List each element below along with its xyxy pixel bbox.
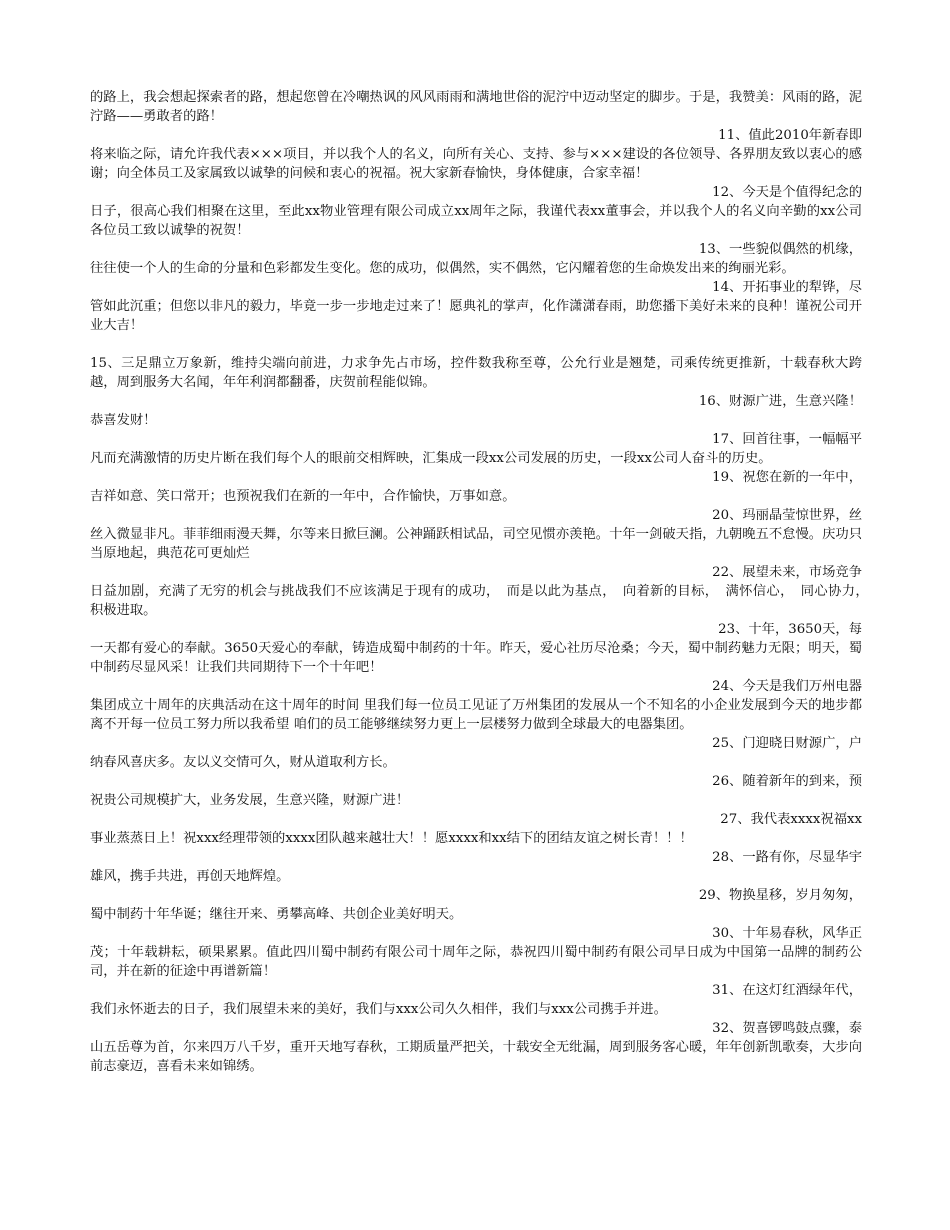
paragraph-lead: 20、玛丽晶莹惊世界，丝 (712, 508, 862, 523)
paragraph-lead: 22、展望未来，市场竞争 (712, 565, 862, 580)
paragraph-text: 恭喜发财！ (90, 413, 157, 428)
paragraph-text: 蜀中制药十年华诞；继往开来、勇攀高峰、共创企业美好明天。 (90, 907, 463, 922)
paragraph-text: 丝入微显非凡。菲菲细雨漫天舞，尔等来日掀巨澜。公神踊跃相试品，司空见惯亦羡艳。十年一剑破天指，九朝晚五不怠慢。庆功只当原地起，典范花可更灿烂 (90, 527, 862, 561)
paragraph-text: 祝贵公司规模扩大，业务发展，生意兴隆，财源广进！ (90, 793, 410, 808)
paragraph-text: 集团成立十周年的庆典活动在这十周年的时间 里我们每一位员工见证了万州集团的发展从一个不知名的小企业发展到今天的地步都离不开每一位员工努力所以我希望 咱们的员工能够继续努力更上一层楼努力做到全球最大的电器集团。 (90, 698, 862, 732)
paragraph-text: 往往使一个人的生命的分量和色彩都发生变化。您的成功，似偶然，实不偶然，它闪耀着您的生命焕发出来的绚丽光彩。 (90, 261, 795, 276)
paragraph-text: 凡而充满激情的历史片断在我们每个人的眼前交相辉映，汇集成一段xx公司发展的历史，一段xx公司人奋斗的历史。 (90, 451, 772, 466)
paragraph-text: 我们永怀逝去的日子，我们展望未来的美好，我们与xxx公司久久相伴，我们与xxx公司携手并进。 (90, 1002, 667, 1017)
paragraph (90, 981, 862, 1019)
paragraph-text: 吉祥如意、笑口常开；也预祝我们在新的一年中，合作愉快，万事如意。 (90, 489, 516, 504)
paragraph (90, 126, 862, 183)
paragraph-text: 15、三足鼎立万象新，维持尖端向前进，力求争先占市场，控件数我称至尊，公允行业是翘楚，司乘传统更推新，十载春秋大跨越，周到服务大名闻，年年利润都翻番，庆贺前程能似锦。 (90, 356, 862, 390)
blank-line (90, 335, 862, 354)
paragraph-lead: 25、门迎晓日财源广，户 (712, 736, 862, 751)
paragraph-text: 雄风，携手共进，再创天地辉煌。 (90, 869, 290, 884)
paragraph (90, 563, 876, 620)
paragraph-lead: 17、回首往事，一幅幅平 (712, 432, 862, 447)
paragraph-text: 日益加剧，充满了无穷的机会与挑战我们不应该满足于现有的成功， 而是以此为基点， 向着新的目标， 满怀信心， 同心协力， 积极进取。 (90, 584, 876, 618)
paragraph-text: 将来临之际，请允许我代表×××项目，并以我个人的名义，向所有关心、支持、参与×××建设的各位领导、各界朋友致以衷心的感谢；向全体员工及家属致以诚挚的问候和衷心的祝福。祝大家新春愉快，身体健康，合家幸福！ (90, 147, 862, 181)
paragraph (90, 620, 862, 677)
paragraph-lead: 19、祝您在新的一年中， (712, 470, 862, 485)
paragraph-text: 管如此沉重；但您以非凡的毅力，毕竟一步一步地走过来了！愿典礼的掌声，化作潇潇春雨，助您播下美好未来的良种！谨祝公司开业大吉！ (90, 299, 862, 333)
paragraph (90, 924, 862, 981)
paragraph (90, 506, 862, 563)
paragraph-text: 山五岳尊为首，尔来四万八千岁，重开天地写春秋，工期质量严把关，十载安全无纰漏，周到服务客心暖，年年创新凯歌奏，大步向前志豪迈，喜看未来如锦绣。 (90, 1040, 862, 1074)
paragraph-lead: 31、在这灯红酒绿年代， (712, 983, 862, 998)
paragraph (90, 810, 862, 848)
paragraph (90, 772, 862, 810)
document-body (90, 88, 876, 1076)
paragraph-lead: 29、物换星移，岁月匆匆， (698, 888, 862, 903)
paragraph (90, 468, 862, 506)
paragraph (90, 430, 862, 468)
paragraph-lead: 13、一些貌似偶然的机缘， (698, 242, 862, 257)
paragraph-lead: 27、我代表xxxx祝福xx (720, 812, 862, 827)
paragraph-lead: 28、一路有你，尽显华宇 (712, 850, 862, 865)
paragraph-text: 的路上，我会想起探索者的路，想起您曾在冷嘲热讽的风风雨雨和满地世俗的泥泞中迈动坚定的脚步。于是，我赞美：风雨的路，泥泞路——勇敢者的路！ (90, 90, 862, 124)
paragraph-lead: 11、值此2010年新春即 (718, 128, 862, 143)
paragraph-lead: 24、今天是我们万州电器 (712, 679, 862, 694)
paragraph-lead: 14、开拓事业的犁铧，尽 (712, 280, 862, 295)
paragraph-lead: 12、今天是个值得纪念的 (712, 185, 862, 200)
paragraph (90, 734, 862, 772)
paragraph-text: 一天都有爱心的奉献。3650天爱心的奉献，铸造成蜀中制药的十年。昨天，爱心社历尽沧桑；今天，蜀中制药魅力无限；明天，蜀中制药尽显风采！让我们共同期待下一个十年吧！ (90, 641, 862, 675)
paragraph-lead: 32、贺喜锣鸣鼓点骤，泰 (712, 1021, 862, 1036)
paragraph (90, 392, 862, 430)
paragraph (90, 88, 862, 126)
paragraph-text: 事业蒸蒸日上！祝xxx经理带领的xxxx团队越来越壮大！！愿xxxx和xx结下的团结友谊之树长青！！！ (90, 831, 693, 846)
paragraph (90, 278, 862, 335)
paragraph (90, 335, 862, 392)
paragraph-text: 纳春风喜庆多。友以义交情可久，财从道取利方长。 (90, 755, 396, 770)
paragraph-lead: 26、随着新年的到来，预 (712, 774, 862, 789)
paragraph-lead: 30、十年易春秋，风华正 (712, 926, 862, 941)
paragraph (90, 240, 862, 278)
paragraph (90, 1019, 862, 1076)
paragraph (90, 848, 862, 886)
paragraph (90, 677, 862, 734)
paragraph-text: 日子，很高心我们相聚在这里，至此xx物业管理有限公司成立xx周年之际，我谨代表xx董事会，并以我个人的名义向辛勤的xx公司各位员工致以诚挚的祝贺！ (90, 204, 862, 238)
paragraph (90, 183, 862, 240)
paragraph-lead: 16、财源广进，生意兴隆！ (698, 394, 862, 409)
paragraph (90, 886, 862, 924)
paragraph-lead: 23、十年，3650天，每 (718, 622, 862, 637)
paragraph-text: 茂；十年载耕耘，硕果累累。值此四川蜀中制药有限公司十周年之际，恭祝四川蜀中制药有限公司早日成为中国第一品牌的制药公司，并在新的征途中再谱新篇！ (90, 945, 862, 979)
